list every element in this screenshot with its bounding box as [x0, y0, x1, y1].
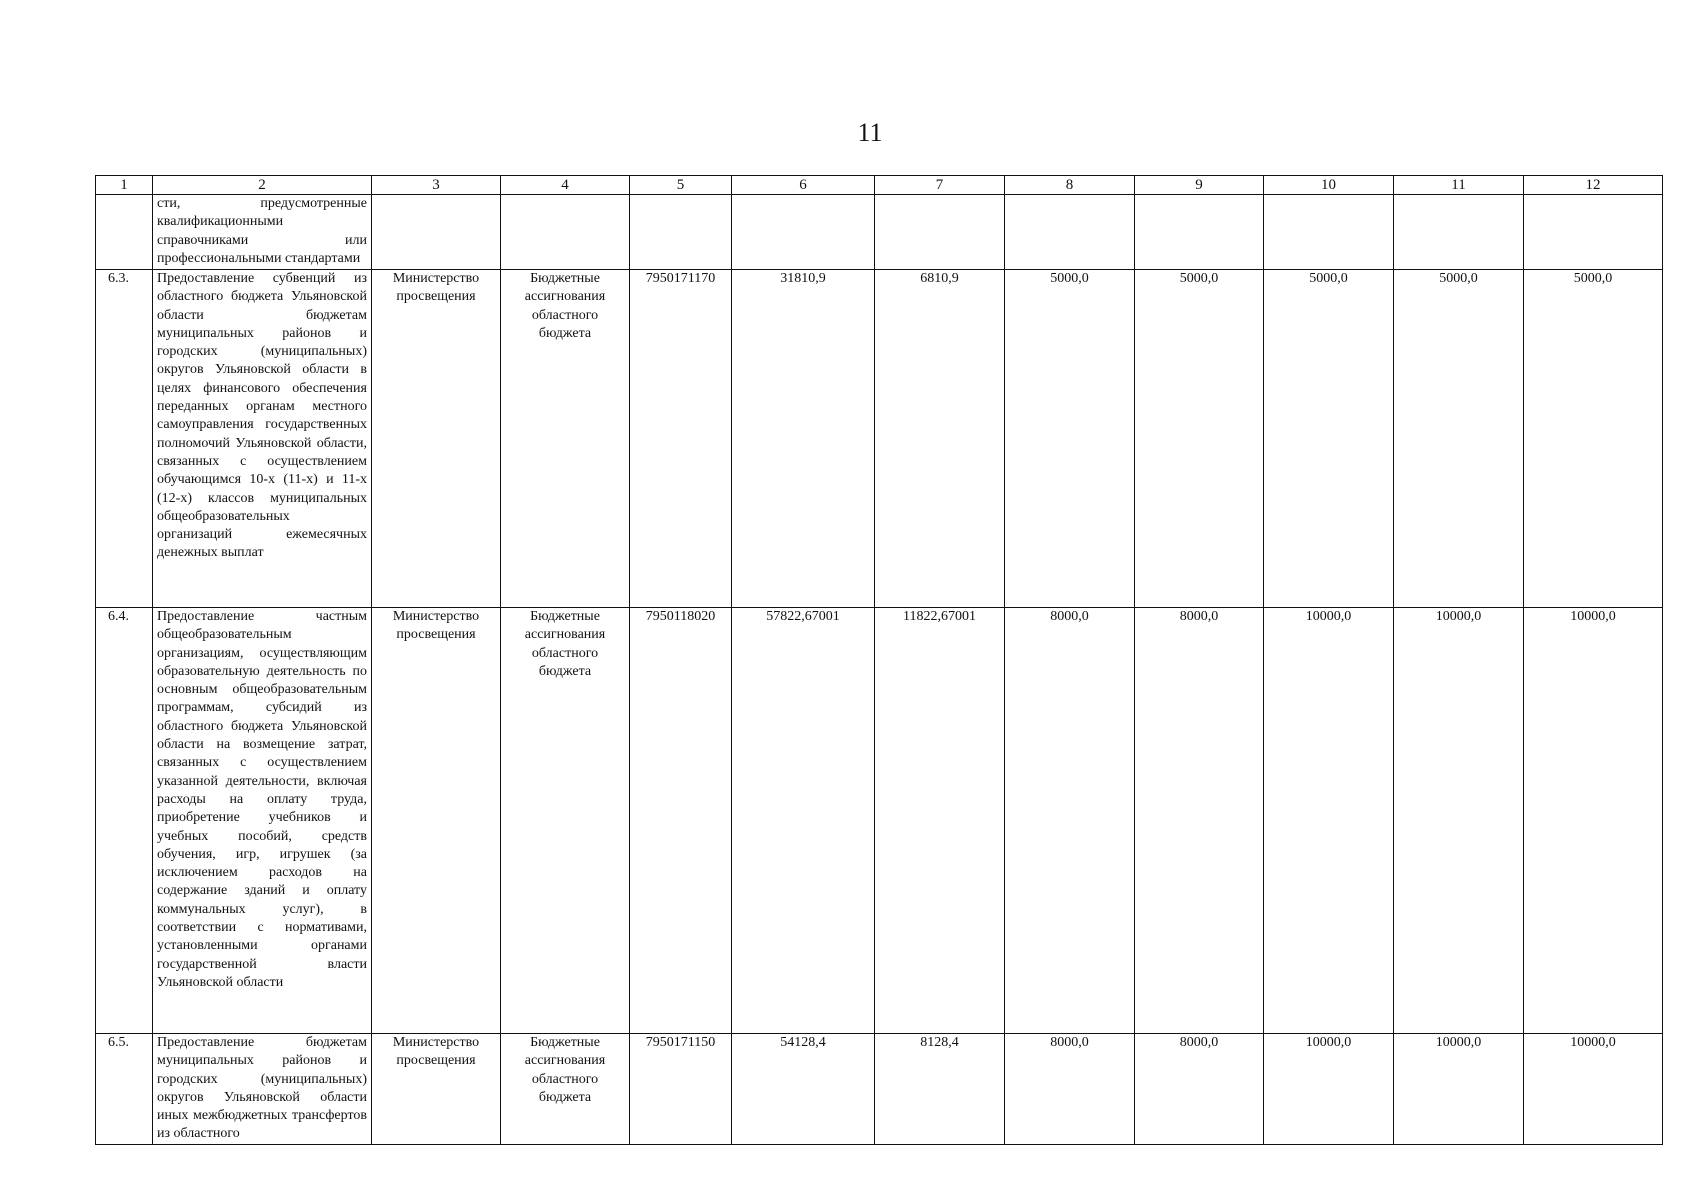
source-cell [501, 195, 630, 270]
year-value-cell: 10000,0 [1524, 1034, 1663, 1145]
year-value-cell [1005, 195, 1135, 270]
column-header: 5 [630, 176, 732, 195]
year-value-cell: 10000,0 [1264, 608, 1394, 1034]
measure-name-cell: Предоставление субвенций из областного бюджета Ульяновской области бюджетам муниципальных районов и городских (муниципальных) округов Ульяновской области в целях финансового обеспечения переданных органам местного самоуправления государственных полномочий Ульяновской области, связанных с осуществлением обучающимся 10-х (11-х) и 11-х (12-х) классов муниципальных общеобразовательных организаций ежемесячных денежных выплат [153, 270, 372, 608]
row-number-cell: 6.5. [96, 1034, 153, 1145]
total-cell: 31810,9 [732, 270, 875, 608]
source-cell: Бюджетные ассигнования областного бюджета [501, 1034, 630, 1145]
column-header: 12 [1524, 176, 1663, 195]
total-cell [732, 195, 875, 270]
budget-table [95, 175, 1663, 1145]
year-value-cell: 8000,0 [1135, 608, 1264, 1034]
executor-cell: Министерство просвещения [372, 608, 501, 1034]
year-value-cell: 8000,0 [1005, 608, 1135, 1034]
year-value-cell: 10000,0 [1394, 1034, 1524, 1145]
column-numbers-row [96, 176, 1663, 195]
year-value-cell: 10000,0 [1524, 608, 1663, 1034]
table-row [96, 270, 1663, 608]
column-header: 3 [372, 176, 501, 195]
column-header: 9 [1135, 176, 1264, 195]
total-cell: 57822,67001 [732, 608, 875, 1034]
executor-cell: Министерство просвещения [372, 270, 501, 608]
column-header: 10 [1264, 176, 1394, 195]
source-cell: Бюджетные ассигнования областного бюджета [501, 270, 630, 608]
code-cell: 7950118020 [630, 608, 732, 1034]
year-value-cell [1135, 195, 1264, 270]
row-number-cell [96, 195, 153, 270]
column-header: 2 [153, 176, 372, 195]
year-value-cell: 10000,0 [1264, 1034, 1394, 1145]
year-value-cell [1524, 195, 1663, 270]
column-header: 8 [1005, 176, 1135, 195]
year-value-cell: 5000,0 [1135, 270, 1264, 608]
year-value-cell [1394, 195, 1524, 270]
executor-cell [372, 195, 501, 270]
year-value-cell: 5000,0 [1264, 270, 1394, 608]
code-cell: 7950171170 [630, 270, 732, 608]
page-number: 11 [857, 118, 883, 147]
measure-name-cell: сти, предусмотренные квалификационными справочниками или профессиональными стандартами [153, 195, 372, 270]
code-cell: 7950171150 [630, 1034, 732, 1145]
code-cell [630, 195, 732, 270]
year-value-cell: 11822,67001 [875, 608, 1005, 1034]
column-header: 1 [96, 176, 153, 195]
table-row [96, 1034, 1663, 1145]
year-value-cell: 5000,0 [1005, 270, 1135, 608]
source-cell: Бюджетные ассигнования областного бюджета [501, 608, 630, 1034]
year-value-cell: 8000,0 [1005, 1034, 1135, 1145]
column-header: 7 [875, 176, 1005, 195]
table-row [96, 608, 1663, 1034]
executor-cell: Министерство просвещения [372, 1034, 501, 1145]
column-header: 4 [501, 176, 630, 195]
year-value-cell: 5000,0 [1524, 270, 1663, 608]
year-value-cell [1264, 195, 1394, 270]
year-value-cell: 6810,9 [875, 270, 1005, 608]
table-row-continuation [96, 195, 1663, 270]
measure-name-cell: Предоставление частным общеобразовательным организациям, осуществляющим образовательную деятельность по основным общеобразовательным программам, субсидий из областного бюджета Ульяновской области на возмещение затрат, связанных с осуществлением указанной деятельности, включая расходы на оплату труда, приобретение учебников и учебных пособий, средств обучения, игр, игрушек (за исключением расходов на содержание зданий и оплату коммунальных услуг), в соответствии с нормативами, установленными органами государственной власти Ульяновской области [153, 608, 372, 1034]
year-value-cell: 5000,0 [1394, 270, 1524, 608]
measure-name-cell: Предоставление бюджетам муниципальных районов и городских (муниципальных) округов Ульяновской области иных межбюджетных трансфертов из областного [153, 1034, 372, 1145]
year-value-cell: 8000,0 [1135, 1034, 1264, 1145]
year-value-cell [875, 195, 1005, 270]
row-number-cell: 6.3. [96, 270, 153, 608]
row-number-cell: 6.4. [96, 608, 153, 1034]
year-value-cell: 8128,4 [875, 1034, 1005, 1145]
column-header: 6 [732, 176, 875, 195]
year-value-cell: 10000,0 [1394, 608, 1524, 1034]
total-cell: 54128,4 [732, 1034, 875, 1145]
column-header: 11 [1394, 176, 1524, 195]
